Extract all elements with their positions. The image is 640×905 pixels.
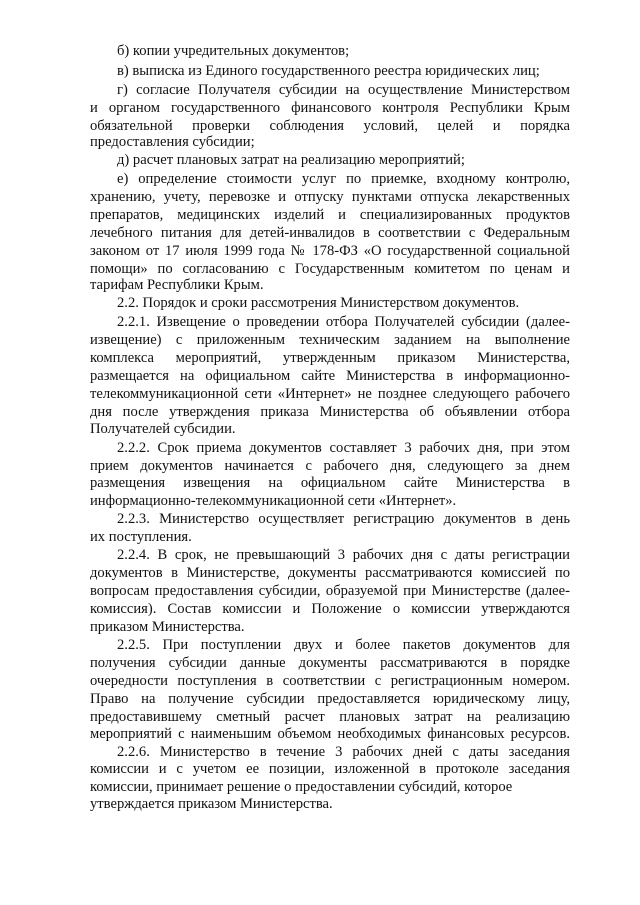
- section-heading: 2.2. Порядок и сроки рассмотрения Министерством документов.: [117, 295, 520, 311]
- text-line: информационно-телекоммуникационной сети «Интернет».: [90, 493, 457, 509]
- text-line: Право на получение субсидии предоставляется юридическому лицу,: [90, 691, 570, 707]
- text-line: комиссии, принимает решение о предоставлении субсидий, которое: [90, 779, 513, 795]
- text-line: прием документов начинается с рабочего дня, следующего за днем: [90, 458, 570, 474]
- text-line: б) копии учредительных документов;: [117, 43, 350, 59]
- text-line: комиссии и с учетом ее позиции, изложенной в протоколе заседания: [90, 761, 570, 777]
- text-line: комиссия). Состав комиссии и Положение о комиссии утверждаются: [90, 601, 570, 617]
- text-line: предоставления субсидии;: [90, 134, 255, 150]
- text-line: в) выписка из Единого государственного реестра юридических лиц;: [117, 63, 540, 79]
- text-line: д) расчет плановых затрат на реализацию мероприятий;: [117, 152, 465, 168]
- text-line: помощи» по согласованию с Государственным комитетом по ценам и: [90, 261, 570, 277]
- text-line: 2.2.4. В срок, не превышающий 3 рабочих дня с даты регистрации: [117, 547, 570, 563]
- text-line: очередности поступления в соответствии с регистрационным номером.: [90, 673, 570, 689]
- text-line: их поступления.: [90, 529, 192, 545]
- text-line: лечебного питания для детей-инвалидов в соответствии с Федеральным: [90, 225, 570, 241]
- text-line: утверждается приказом Министерства.: [90, 796, 333, 812]
- text-line: Получателей субсидии.: [90, 421, 236, 437]
- text-line: мероприятий с наименьшим объемом необходимых финансовых ресурсов.: [90, 726, 570, 742]
- text-line: получения субсидии данные документы рассматриваются в порядке: [90, 655, 570, 671]
- text-line: обязательной проверки соблюдения условий, целей и порядка: [90, 118, 570, 134]
- text-line: препаратов, медицинских изделий и специализированных продуктов: [90, 207, 570, 223]
- text-line: е) определение стоимости услуг по приемке, входному контролю,: [117, 171, 570, 187]
- text-line: приказом Министерства.: [90, 619, 245, 635]
- text-line: 2.2.3. Министерство осуществляет регистрацию документов в день: [117, 511, 570, 527]
- text-line: 2.2.6. Министерство в течение 3 рабочих дней с даты заседания: [117, 744, 570, 760]
- text-line: хранению, учету, перевозке и отпуску пунктами отпуска лекарственных: [90, 189, 570, 205]
- text-line: размещения извещения на официальном сайте Министерства в: [90, 475, 570, 491]
- text-line: 2.2.2. Срок приема документов составляет 3 рабочих дня, при этом: [117, 440, 570, 456]
- text-line: дня после утверждения приказа Министерства об объявлении отбора: [90, 404, 570, 420]
- text-line: г) согласие Получателя субсидии на осуществление Министерством: [117, 82, 570, 98]
- text-line: извещение) с приложенным техническим заданием на выполнение: [90, 332, 570, 348]
- text-line: и органом государственного финансового контроля Республики Крым: [90, 100, 570, 116]
- text-line: тарифам Республики Крым.: [90, 277, 264, 293]
- text-line: 2.2.1. Извещение о проведении отбора Получателей субсидии (далее-: [117, 314, 570, 330]
- text-line: предоставившему сметный расчет плановых затрат на реализацию: [90, 709, 570, 725]
- text-line: 2.2.5. При поступлении двух и более пакетов документов для: [117, 637, 570, 653]
- text-line: законом от 17 июля 1999 года № 178-ФЗ «О государственной социальной: [90, 243, 570, 259]
- text-line: вопросам предоставления субсидии, образуемой при Министерстве (далее-: [90, 583, 570, 599]
- text-line: телекоммуникационной сети «Интернет» не позднее следующего рабочего: [90, 386, 570, 402]
- text-line: размещается на официальном сайте Министерства в информационно-: [90, 368, 570, 384]
- text-line: документов в Министерстве, документы рассматриваются комиссией по: [90, 565, 570, 581]
- text-line: комплекса мероприятий, утвержденным приказом Министерства,: [90, 350, 570, 366]
